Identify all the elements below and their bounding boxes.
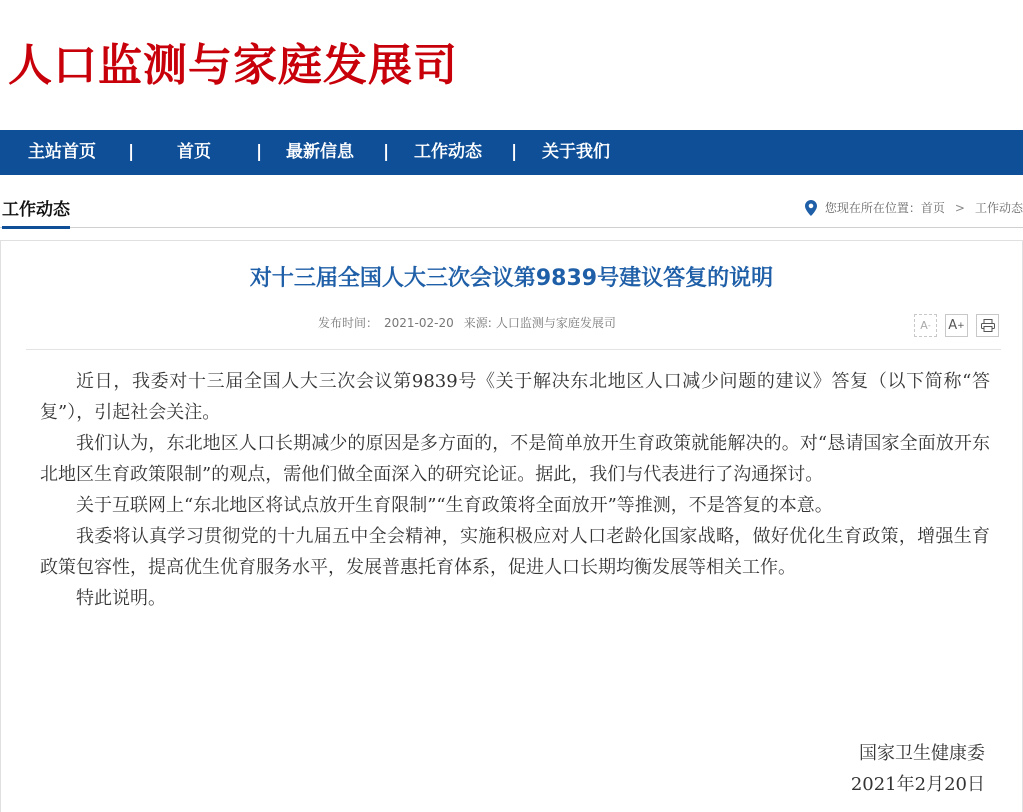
- article-paragraph: 我委将认真学习贯彻党的十九届五中全会精神，实施积极应对人口老龄化国家战略，做好优化生育政策，增强生育政策包容性，提高优生优育服务水平，发展普惠托育体系，促进人口长期均衡发展等相关工作。: [40, 526, 990, 578]
- nav-separator: |: [128, 142, 135, 162]
- article-paragraph: 关于互联网上“东北地区将试点放开生育限制”“生育政策将全面放开”等推测，不是答复的本意。: [76, 495, 833, 516]
- print-button[interactable]: [976, 314, 999, 337]
- nav-item-work-updates[interactable]: 工作动态: [414, 142, 482, 162]
- font-increase-label: A: [948, 318, 958, 333]
- article-meta: [318, 314, 626, 332]
- article-tools: [914, 314, 999, 337]
- main-nav: [0, 130, 1023, 175]
- divider: [26, 349, 1001, 350]
- print-icon: [981, 319, 995, 332]
- nav-item-main-home[interactable]: 主站首页: [28, 142, 96, 162]
- breadcrumb-home-link[interactable]: 首页: [920, 201, 945, 215]
- nav-separator: |: [383, 142, 390, 162]
- section-title: 工作动态: [2, 198, 70, 229]
- publish-date: 2021-02-20: [384, 316, 454, 330]
- signature-org: 国家卫生健康委: [859, 743, 985, 764]
- source-label: 来源:: [463, 316, 492, 330]
- nav-item-latest-news[interactable]: 最新信息: [286, 142, 354, 162]
- publish-time-label: 发布时间：: [318, 316, 379, 330]
- section-bar: [0, 192, 1023, 228]
- article-paragraph: 近日，我委对十三届全国人大三次会议第9839号《关于解决东北地区人口减少问题的建议》答复（以下简称“答复”），引起社会关注。: [40, 371, 990, 423]
- font-decrease-label: A: [920, 319, 928, 332]
- nav-separator: |: [511, 142, 518, 162]
- location-pin-icon: [805, 200, 817, 216]
- signature-date: 2021年2月20日: [850, 774, 985, 795]
- source-name: 人口监测与家庭发展司: [495, 316, 616, 330]
- font-increase-button[interactable]: A +: [945, 314, 968, 337]
- article-paragraph: 我们认为，东北地区人口长期减少的原因是多方面的，不是简单放开生育政策就能解决的。对“恳请国家全面放开东北地区生育政策限制”的观点，需他们做全面深入的研究论证。据此，我们与代表进行了沟通探讨。: [40, 433, 990, 485]
- site-header: [0, 0, 1023, 130]
- breadcrumb: [805, 198, 1023, 218]
- site-title: 人口监测与家庭发展司: [8, 40, 458, 91]
- nav-item-about-us[interactable]: 关于我们: [542, 142, 610, 162]
- nav-item-home[interactable]: 首页: [177, 142, 211, 162]
- article-title: 对十三届全国人大三次会议第9839号建议答复的说明: [249, 266, 774, 291]
- nav-separator: |: [256, 142, 263, 162]
- breadcrumb-prefix: 您现在所在位置：: [824, 201, 921, 215]
- article-body: [40, 366, 990, 614]
- font-decrease-button[interactable]: A -: [914, 314, 937, 337]
- breadcrumb-current-link[interactable]: 工作动态: [974, 201, 1023, 215]
- article-paragraph: 特此说明。: [76, 588, 166, 609]
- breadcrumb-separator: >: [954, 201, 965, 215]
